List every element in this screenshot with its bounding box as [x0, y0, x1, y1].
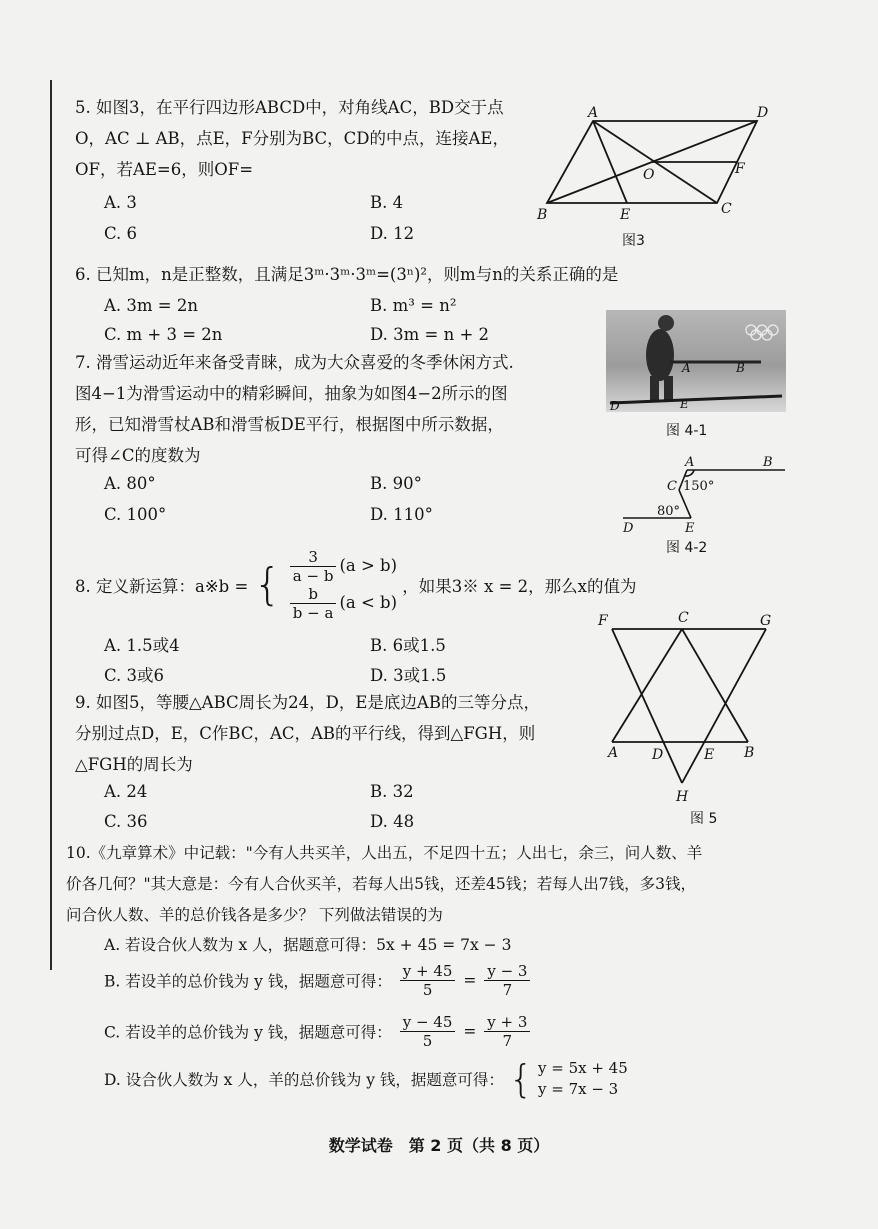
q10-d-system [538, 1058, 628, 1100]
q10-option-b-text: B. 若设羊的总价钱为 y 钱，据题意可得： [104, 972, 392, 991]
q10-c-numerator-1: y − 45 [400, 1013, 456, 1032]
fig5-label-b: B [744, 745, 755, 761]
q8-case2-condition: (a < b) [339, 593, 398, 612]
fig5-label-c: C [678, 610, 689, 626]
q8-case2-denominator: b − a [292, 604, 334, 622]
fig5-label-e: E [704, 747, 715, 763]
q8-suffix: ，如果3※ x = 2，那么x的值为 [402, 577, 637, 596]
q10-c-equals: = [463, 1022, 477, 1041]
q5-option-a: A. 3 [104, 193, 137, 212]
fig3-label-e: E [620, 207, 631, 223]
q6-option-d: D. 3m = n + 2 [370, 325, 490, 344]
q10-option-d-text: D. 设合伙人数为 x 人，羊的总价钱为 y 钱，据题意可得： [104, 1071, 504, 1089]
q8-case1-denominator: a − b [292, 567, 334, 585]
q8-case1-numerator: 3 [290, 548, 337, 567]
fig3-label-o: O [643, 167, 655, 183]
q7-option-c: C. 100° [104, 505, 167, 524]
fig41-label-d: D [610, 399, 620, 412]
q10-option-d [104, 1058, 628, 1100]
q5-line-1: 5. 如图3，在平行四边形ABCD中，对角线AC，BD交于点 [75, 98, 504, 117]
q8-option-c: C. 3或6 [104, 666, 165, 685]
q8-option-d: D. 3或1.5 [370, 666, 447, 685]
page-footer: 数学试卷 第 2 页（共 8 页） [328, 1136, 550, 1155]
q7-line-3: 形，已知滑雪杖AB和滑雪板DE平行，根据图中所示数据， [75, 415, 504, 434]
q5-line-2: O，AC ⊥ AB，点E，F分别为BC，CD的中点，连接AE， [75, 129, 509, 148]
fig3-label-f: F [735, 161, 745, 177]
q9-line-2: 分别过点D，E，C作BC，AC，AB的平行线，得到△FGH，则 [75, 724, 536, 743]
q8-option-a: A. 1.5或4 [104, 636, 180, 655]
q9-option-c: C. 36 [104, 812, 148, 831]
fig5-label-d: D [652, 747, 664, 763]
figure-5-triangles [590, 605, 790, 810]
fig5-label-g: G [760, 613, 772, 629]
q6-option-b: B. m³ = n² [370, 296, 457, 315]
q10-option-c [104, 1013, 533, 1050]
q8-piecewise [287, 548, 397, 622]
q9-line-1: 9. 如图5，等腰△ABC周长为24，D，E是底边AB的三等分点， [75, 693, 540, 712]
figure-3-parallelogram [535, 103, 775, 228]
fig42-angle-150: 150° [683, 479, 715, 494]
fig42-label-d: D [623, 521, 634, 536]
q5-option-d: D. 12 [370, 224, 415, 243]
question-6: 6. 已知m，n是正整数，且满足3ᵐ·3ᵐ·3ᵐ=(3ⁿ)²，则m与n的关系正确的是 [75, 265, 619, 284]
q10-c-denominator-1: 5 [422, 1032, 433, 1050]
q6-option-c: C. m + 3 = 2n [104, 325, 223, 344]
q9-option-b: B. 32 [370, 782, 414, 801]
fig3-label-d: D [757, 105, 769, 121]
question-5 [75, 92, 509, 185]
figure-3-caption: 图3 [622, 233, 645, 249]
q8-case2-numerator: b [290, 585, 337, 604]
q7-line-4: 可得∠C的度数为 [75, 446, 201, 465]
q10-b-equals: = [463, 971, 477, 990]
q8-brace-icon: { [253, 559, 282, 610]
q9-option-d: D. 48 [370, 812, 415, 831]
q10-d-equation-2: y = 7x − 3 [538, 1080, 619, 1098]
q10-line-3: 问合伙人数、羊的总价钱各是多少？ 下列做法错误的为 [66, 906, 443, 924]
q7-option-b: B. 90° [370, 474, 422, 493]
q10-d-equation-1: y = 5x + 45 [538, 1059, 628, 1077]
q7-option-d: D. 110° [370, 505, 433, 524]
q5-option-c: C. 6 [104, 224, 138, 243]
q10-option-a: A. 若设合伙人数为 x 人，据题意可得：5x + 45 = 7x − 3 [104, 936, 512, 954]
figure-4-1-photo [606, 310, 786, 412]
fig3-label-a: A [588, 105, 599, 121]
q10-b-numerator-2: y − 3 [484, 962, 530, 981]
q10-b-denominator-1: 5 [422, 981, 433, 999]
q5-option-b: B. 4 [370, 193, 404, 212]
margin-line [50, 80, 52, 970]
q9-line-3: △FGH的周长为 [75, 755, 193, 774]
q10-line-1: 10.《九章算术》中记载："今有人共买羊，人出五，不足四十五；人出七，余三，问人数、羊 [66, 844, 703, 862]
fig3-label-b: B [537, 207, 548, 223]
fig41-label-b: B [736, 361, 745, 375]
fig5-label-f: F [598, 613, 608, 629]
question-10 [66, 838, 702, 931]
q10-line-2: 价各几何？"其大意是：今有人合伙买羊，若每人出5钱，还差45钱；若每人出7钱，多3钱， [66, 875, 696, 893]
fig41-label-a: A [682, 361, 691, 375]
question-7 [75, 347, 514, 471]
figure-4-1-caption: 图 4-1 [666, 423, 708, 439]
q8-prefix: 8. 定义新运算：a※b = [75, 577, 249, 596]
q6-option-a: A. 3m = 2n [104, 296, 198, 315]
figure-4-2-angle-diagram [615, 450, 795, 540]
q8-case1-condition: (a > b) [339, 556, 398, 575]
figure-4-2-caption: 图 4-2 [666, 540, 708, 556]
question-9 [75, 687, 540, 780]
q7-line-1: 7. 滑雪运动近年来备受青睐，成为大众喜爱的冬季休闲方式. [75, 353, 514, 372]
fig42-angle-80: 80° [657, 504, 681, 519]
fig5-label-h: H [676, 789, 689, 805]
q10-option-c-text: C. 若设羊的总价钱为 y 钱，据题意可得： [104, 1023, 392, 1042]
q10-option-b [104, 962, 533, 999]
fig3-label-c: C [721, 201, 732, 217]
q10-c-denominator-2: 7 [502, 1032, 513, 1050]
q7-line-2: 图4−1为滑雪运动中的精彩瞬间，抽象为如图4−2所示的图 [75, 384, 508, 403]
q10-b-denominator-2: 7 [502, 981, 513, 999]
q10-c-numerator-2: y + 3 [484, 1013, 530, 1032]
q9-option-a: A. 24 [104, 782, 148, 801]
q7-option-a: A. 80° [104, 474, 156, 493]
question-8 [75, 548, 636, 622]
fig42-label-b: B [763, 455, 773, 470]
fig42-label-c: C [667, 479, 677, 494]
q10-d-brace-icon: { [508, 1057, 534, 1101]
q5-line-3: OF，若AE=6，则OF= [75, 160, 254, 179]
q10-b-numerator-1: y + 45 [400, 962, 456, 981]
fig42-label-a: A [685, 455, 695, 470]
fig42-label-e: E [685, 521, 695, 536]
q8-option-b: B. 6或1.5 [370, 636, 446, 655]
fig41-label-e: E [680, 397, 689, 411]
fig5-label-a: A [608, 745, 619, 761]
figure-5-caption: 图 5 [690, 811, 718, 827]
